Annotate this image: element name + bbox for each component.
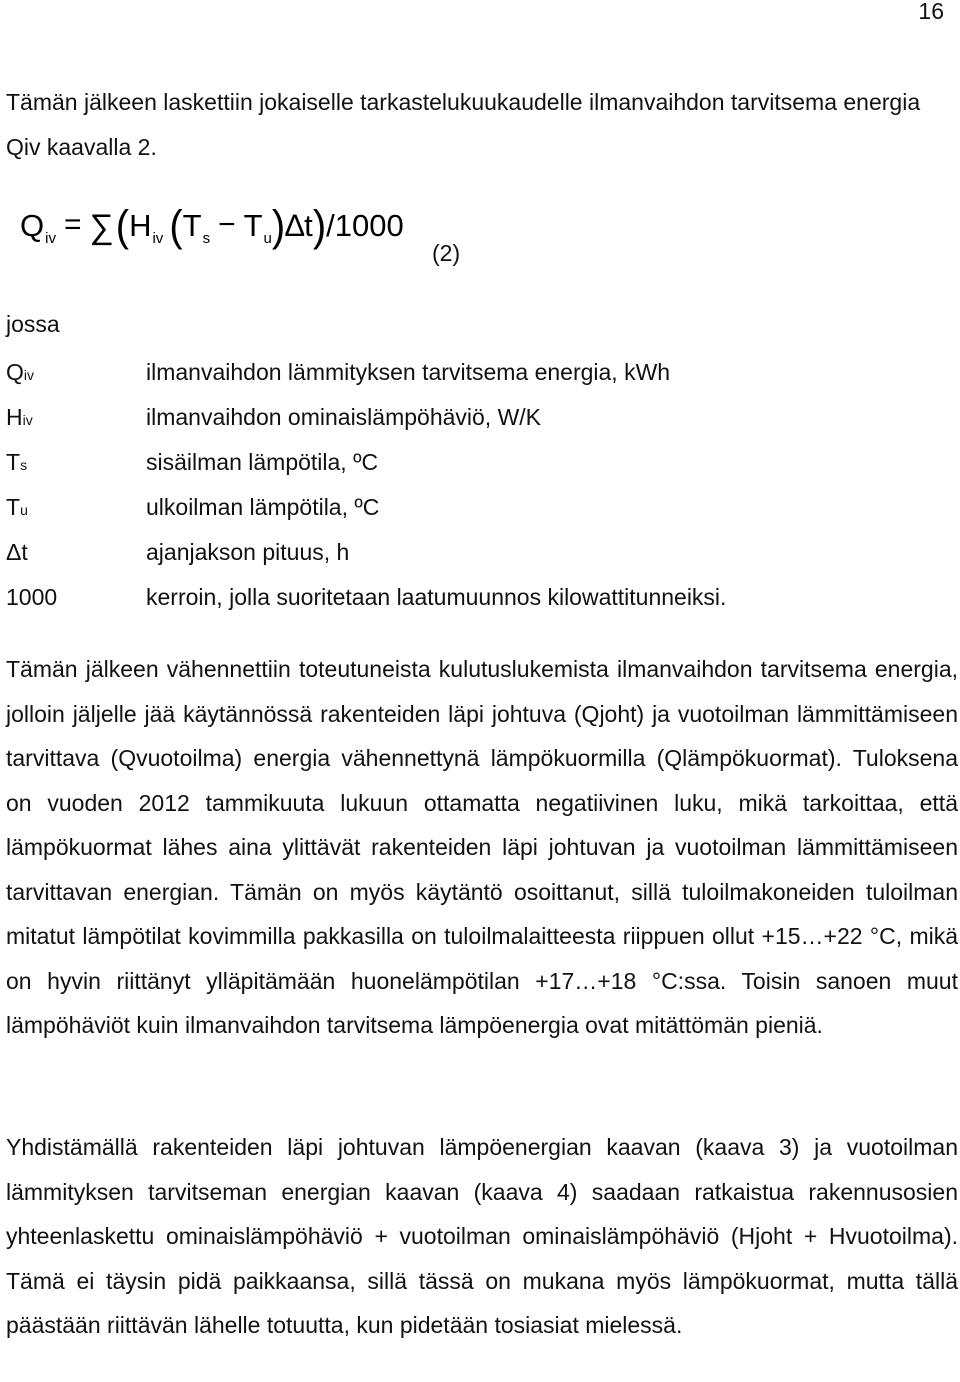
- symbol: Hiv: [6, 404, 33, 430]
- symbol: Ts: [6, 449, 28, 475]
- page-number: 16: [918, 0, 944, 24]
- formula-divisor: /1000: [326, 208, 404, 243]
- formula-paren-close: ): [312, 201, 327, 251]
- symbol-description: sisäilman lämpötila, ºC: [146, 449, 379, 475]
- formula-lhs-sub: iv: [45, 230, 56, 247]
- paragraph-3: Yhdistämällä rakenteiden läpi johtuvan lämpöenergian kaavan (kaava 3) ja vuotoilman lämmityksen tarvitseman energian kaavan (kaava 4) saadaan ratkaistua rakennusosien yhteenlaskettu ominaislämpöhäviö + vuotoilman ominaislämpöhäviö (Hjoht + Hvuotoilma). Tämä ei täysin pidä paikkaansa, sillä tässä on mukana myös lämpökuormat, mutta tällä päästään riittävän lähelle totuutta, kun pidetään tosiasiat mielessä.: [6, 1134, 958, 1338]
- formula-ts-sub: s: [202, 230, 211, 247]
- formula-paren-open-2: (: [169, 201, 183, 251]
- formula-paren-close-2: ): [271, 201, 286, 251]
- formula-dt: ∆t: [285, 208, 313, 243]
- symbol-row: [6, 404, 946, 436]
- formula-ts: T: [182, 208, 202, 243]
- symbol-row: [6, 539, 946, 571]
- symbol-row: [6, 584, 946, 616]
- intro-paragraph: Tämän jälkeen laskettiin jokaiselle tarkastelukuukaudelle ilmanvaihdon tarvitsema energia Qiv kaavalla 2.: [6, 89, 921, 160]
- formula-minus: −: [218, 208, 236, 241]
- symbol-description: ajanjakson pituus, h: [146, 539, 350, 565]
- symbol: 1000: [6, 584, 58, 610]
- formula-number: (2): [432, 240, 461, 266]
- paragraph-2: Tämän jälkeen vähennettiin toteutuneista kulutuslukemista ilmanvaihdon tarvitsema energia, jolloin jäljelle jää käytännössä rakenteiden läpi johtuva (Qjoht) ja vuotoilman lämmittämiseen tarvittava (Qvuotoilma) energia vähennettynä lämpökuormilla (Qlämpökuormat). Tuloksena on vuoden 2012 tammikuuta lukuun ottamatta negatiivinen luku, mikä tarkoittaa, että lämpökuormat lähes aina ylittävät rakenteiden läpi johtuvan ja vuotoilman lämmittämiseen tarvittavan energian. Tämän on myös käytäntö osoittanut, sillä tuloilmakoneiden tuloilman mitatut lämpötilat kovimmilla pakkasilla on tuloilmalaitteesta riippuen ollut +15…+22 °C, mikä on hyvin riittänyt ylläpitämään huonelämpötilan +17…+18 °C:ssa. Toisin sanoen muut lämpöhäviöt kuin ilmanvaihdon tarvitsema lämpöenergia ovat mitättömän pieniä.: [6, 656, 958, 1038]
- formula-2: [20, 201, 404, 256]
- formula-tu: T: [243, 208, 263, 243]
- formula-h: H: [129, 208, 152, 243]
- formula-sigma: ∑: [89, 208, 114, 246]
- symbol: Qiv: [6, 359, 35, 385]
- symbol: Δt: [6, 539, 28, 565]
- formula-equals: =: [63, 208, 82, 241]
- symbol-row: [6, 359, 946, 391]
- symbol: Tu: [6, 494, 28, 520]
- symbol-description: ilmanvaihdon lämmityksen tarvitsema energia, kWh: [146, 359, 671, 385]
- formula-h-sub: iv: [152, 230, 164, 247]
- formula-tu-sub: u: [263, 230, 272, 247]
- symbol-row: [6, 449, 946, 481]
- symbol-description: ulkoilman lämpötila, ºC: [146, 494, 380, 520]
- formula-lhs: Q: [20, 208, 45, 243]
- formula-paren-open: (: [115, 201, 130, 251]
- symbol-row: [6, 494, 946, 526]
- where-label: jossa: [6, 311, 60, 337]
- symbol-description: kerroin, jolla suoritetaan laatumuunnos kilowattitunneiksi.: [146, 584, 727, 610]
- symbol-description: ilmanvaihdon ominaislämpöhäviö, W/K: [146, 404, 542, 430]
